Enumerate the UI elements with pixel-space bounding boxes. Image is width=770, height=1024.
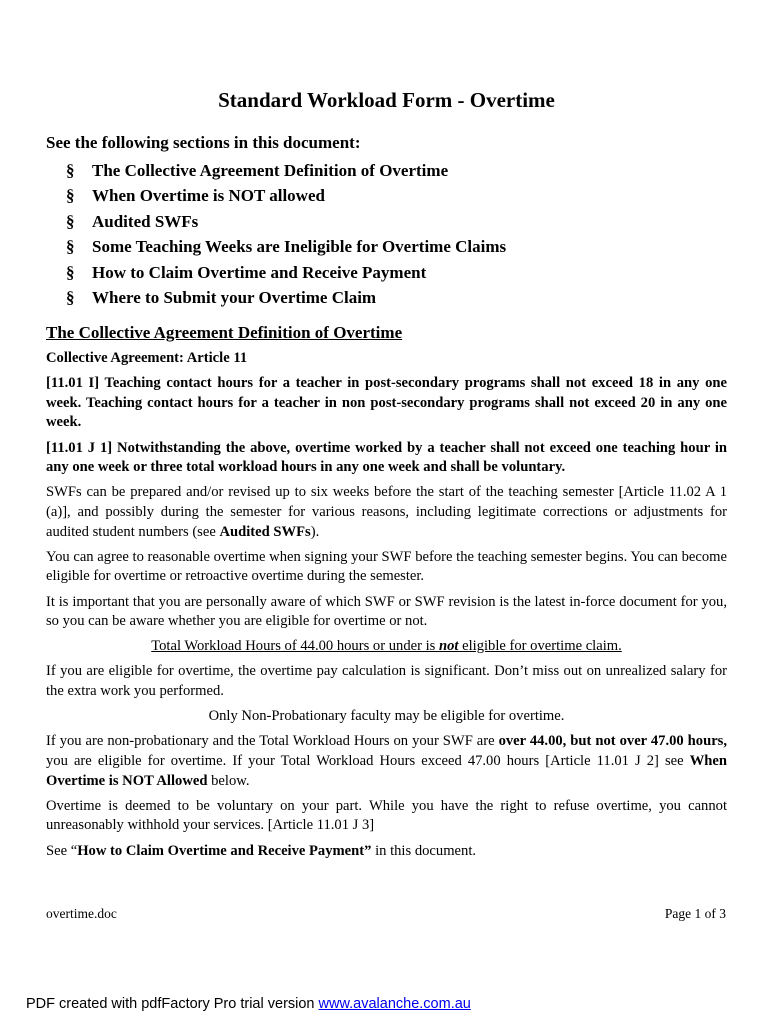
paragraph-pay-calculation: If you are eligible for overtime, the overtime pay calculation is significant. Don’t miss out on unrealized salary for the extra work you performed. [46,663,727,700]
avalanche-link[interactable]: www.avalanche.com.au [318,996,471,1012]
paragraph-reasonable-overtime: You can agree to reasonable overtime when signing your SWF before the teaching semester begins. You can become eligible for overtime or retroactive overtime during the semester. [46,548,727,585]
article-11-01-j1: [11.01 J 1] Notwithstanding the above, overtime worked by a teacher shall not exceed one teaching hour in any one week or three total workload hours in any one week and shall be voluntary. [46,439,727,476]
pdf-creator-banner: PDF created with pdfFactory Pro trial version www.avalanche.com.au [26,996,471,1012]
paragraph-ineligible-threshold: Total Workload Hours of 44.00 hours or under is not eligible for overtime claim. [151,638,622,655]
article-11-01-i: [11.01 I] Teaching contact hours for a teacher in post-secondary programs shall not exceed 18 in any one week. Teaching contact hours for a teacher in non post-secondary programs shall not exceed 20 in any one week. [46,375,727,431]
page-title: Standard Workload Form - Overtime [218,88,555,112]
paragraph-voluntary: Overtime is deemed to be voluntary on your part. While you have the right to refuse overtime, you cannot unreasonably withhold your services. [Article 11.01 J 3] [46,797,727,834]
toc-item: § Audited SWFs [66,209,506,234]
toc-item: § Where to Submit your Overtime Claim [66,285,506,310]
paragraph-eligibility: If you are non-probationary and the Total Workload Hours on your SWF are over 44.00, but not over 47.00 hours, you are eligible for overtime. If your Total Workload Hours exceed 47.00 hours [Article 11.01 J 2] see When Overtime is NOT Allowed below. [46,733,728,789]
toc-item: § The Collective Agreement Definition of Overtime [66,158,506,183]
section-sign-icon: § [66,211,75,231]
toc-item: § How to Claim Overtime and Receive Payment [66,260,506,285]
section-sign-icon: § [66,186,75,206]
section-body [46,349,727,867]
section-sign-icon: § [66,237,75,257]
section-heading: The Collective Agreement Definition of Overtime [46,323,403,342]
section-sign-icon: § [66,288,75,308]
paragraph-swf-preparation: SWFs can be prepared and/or revised up to six weeks before the start of the teaching semester [Article 11.02 A 1 (a)], and possibly during the semester for various reasons, including legitimate corrections or adjustments for audited student numbers (see Audited SWFs). [46,484,727,540]
toc-list [66,158,506,310]
paragraph-latest-swf: It is important that you are personally aware of which SWF or SWF revision is the latest in-force document for you, so you can be aware whether you are eligible for overtime or not. [46,593,727,630]
section-sign-icon: § [66,262,75,282]
section-subheading: Collective Agreement: Article 11 [46,350,248,366]
toc-heading: See the following sections in this document: [46,133,361,152]
toc-item: § Some Teaching Weeks are Ineligible for Overtime Claims [66,234,506,259]
footer-filename: overtime.doc [46,906,117,921]
footer-page-number: Page 1 of 3 [664,906,726,921]
section-sign-icon: § [66,161,75,180]
paragraph-non-probationary: Only Non-Probationary faculty may be eligible for overtime. [208,708,565,725]
toc-item: § When Overtime is NOT allowed [66,183,506,208]
paragraph-see-how-to-claim: See “How to Claim Overtime and Receive Payment” in this document. [46,842,477,859]
